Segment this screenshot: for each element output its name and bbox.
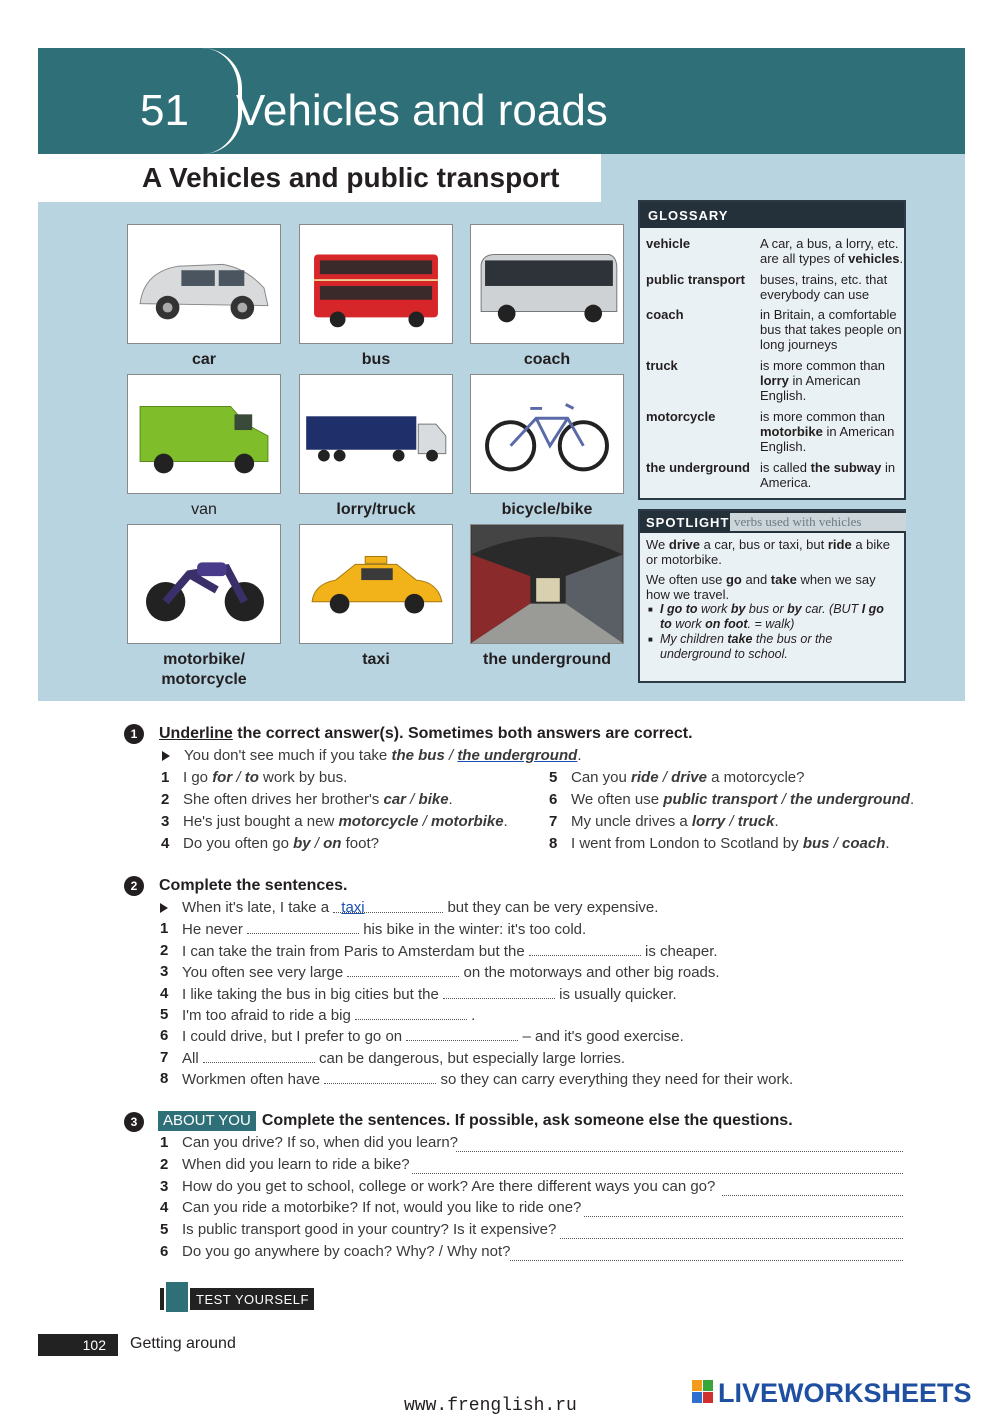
example-arrow-icon [162,751,170,761]
motorbike-label-line2: motorcycle [161,671,247,688]
exercise-1-example: You don't see much if you take the bus / the underground. [184,747,581,764]
glossary-term: the underground [646,460,750,475]
notebook-icon [164,1280,190,1314]
glossary-term: motorcycle [646,409,716,424]
exercise-1-item[interactable]: 8 I went from London to Scotland by bus / coach. [549,835,890,852]
glossary-definition: is more common than motorbike in American English. [760,409,895,454]
glossary-term: vehicle [646,236,691,251]
exercise-2-item: 3 You often see very large on the motorways and other big roads. [160,963,720,981]
exercise-1-item[interactable]: 4 Do you often go by / on foot? [161,835,379,852]
answer-line[interactable] [412,1173,903,1174]
coach-label: coach [523,351,571,368]
exercise-3-item: 1 Can you drive? If so, when did you learn? [160,1134,458,1151]
answer-blank[interactable] [529,942,641,956]
bicycle-picture [470,374,624,494]
glossary-box [638,200,906,500]
answer-blank[interactable] [347,963,459,977]
exercise-2-number: 2 [124,876,144,896]
liveworksheets-brand[interactable]: LIVEWORKSHEETS [718,1378,972,1408]
about-you-tag: ABOUT YOU [158,1111,256,1131]
underground-picture [470,524,624,644]
bus-label: bus [361,351,391,368]
spotlight-paragraph: We often use go and take when we say how we travel. [646,572,876,602]
section-letter: A [142,162,162,193]
exercise-2-item: 4 I like taking the bus in big cities but the is usually quicker. [160,985,677,1003]
exercise-1-item[interactable]: 3 He's just bought a new motorcycle / motorbike. [161,813,508,830]
lorry-truck-label: lorry/truck [336,501,416,518]
spotlight-example: ■ My children take the bus or the underground to school. [646,632,898,662]
spotlight-paragraph: We drive a car, bus or taxi, but ride a bike or motorbike. [646,537,891,567]
bus-picture [299,224,453,344]
answer-line[interactable] [510,1260,903,1261]
motorbike-picture [127,524,281,644]
exercise-1-item[interactable]: 7 My uncle drives a lorry / truck. [549,813,779,830]
exercise-3-item: 4 Can you ride a motorbike? If not, would you like to ride one? [160,1199,582,1216]
underground-label: the underground [483,651,611,668]
exercise-2-item: 7 All can be dangerous, but especially large lorries. [160,1049,626,1067]
motorbike-label [127,650,281,690]
glossary-definition: is called the subway in America. [760,460,896,490]
coach-picture [470,224,624,344]
exercise-3-item: 3 How do you get to school, college or work? Are there different ways you can go? [160,1178,716,1195]
exercise-2-item: 5 I'm too afraid to ride a big . [160,1006,476,1024]
glossary-heading: GLOSSARY [640,202,904,228]
answer-blank[interactable] [247,920,359,934]
exercise-1-title: Underline the correct answer(s). Sometimes both answers are correct. [159,725,693,742]
spotlight-heading: SPOTLIGHT verbs used with vehicles [640,511,904,533]
taxi-label: taxi [362,651,390,668]
worksheet-page [38,48,965,1358]
section-title-text: Vehicles and public transport [168,162,560,193]
section-a-title-box [38,154,601,202]
exercise-2-example: When it's late, I take a taxi but they can be very expensive. [182,899,658,916]
exercise-3-number: 3 [124,1112,144,1132]
exercise-3-title: ABOUT YOU Complete the sentences. If possible, ask someone else the questions. [158,1111,793,1131]
spotlight-box [638,509,906,683]
spotlight-example: ■ I go to work by bus or by car. (BUT I go to work on foot. = walk) [646,602,898,632]
exercise-1-item[interactable]: 6 We often use public transport / the underground. [549,791,915,808]
exercise-1-item[interactable]: 5 Can you ride / drive a motorcycle? [549,769,805,786]
source-url: www.frenglish.ru [404,1396,577,1414]
section-a-title [142,162,560,194]
answer-blank[interactable] [203,1049,315,1063]
exercise-3-item: 6 Do you go anywhere by coach? Why? / Why not? [160,1243,511,1260]
glossary-term: coach [646,307,684,322]
spotlight-body [640,533,904,666]
exercise-1-item[interactable]: 1 I go for / to work by bus. [161,769,348,786]
exercise-3-item: 5 Is public transport good in your country? Is it expensive? [160,1221,557,1238]
glossary-term: public transport [646,272,745,287]
car-label: car [191,351,217,368]
answer-blank[interactable] [324,1070,436,1084]
exercise-2-item: 1 He never his bike in the winter: it's too cold. [160,920,587,938]
liveworksheets-logo-icon [692,1380,714,1404]
exercise-2-item: 6 I could drive, but I prefer to go on – and it's good exercise. [160,1027,684,1045]
car-picture [127,224,281,344]
exercise-2-item: 2 I can take the train from Paris to Amsterdam but the is cheaper. [160,942,718,960]
page-number: 102 [38,1334,118,1356]
unit-title: Vehicles and roads [236,86,608,135]
exercise-2-title: Complete the sentences. [159,877,348,894]
unit-header [38,48,965,154]
example-arrow-icon [160,903,168,913]
exercise-1-number: 1 [124,724,144,744]
answer-line[interactable] [456,1151,903,1152]
answer-line[interactable] [560,1238,903,1239]
glossary-definition: is more common than lorry in American English. [760,358,885,403]
bicycle-label: bicycle/bike [501,501,593,518]
van-picture [127,374,281,494]
glossary-term: truck [646,358,678,373]
exercise-3-item: 2 When did you learn to ride a bike? [160,1156,410,1173]
glossary-definition: buses, trains, etc. that everybody can use [760,272,888,302]
glossary-definition: A car, a bus, a lorry, etc. are all types of vehicles. [760,236,904,266]
van-label: van [191,501,217,518]
answer-blank[interactable] [355,1006,467,1020]
answer-line[interactable] [722,1195,903,1196]
motorbike-label-line1: motorbike/ [163,651,245,668]
exercise-2-item: 8 Workmen often have so they can carry everything they need for their work. [160,1070,794,1088]
answer-blank[interactable] [443,985,555,999]
answer-blank: taxi [333,899,443,913]
section-a-panel [38,154,965,701]
answer-blank[interactable] [406,1027,518,1041]
lorry-picture [299,374,453,494]
exercise-1-item[interactable]: 2 She often drives her brother's car / bike. [161,791,453,808]
unit-number: 51 [140,86,189,135]
answer-line[interactable] [584,1216,903,1217]
taxi-picture [299,524,453,644]
spotlight-subheading: verbs used with vehicles [730,513,906,531]
footer-section: Getting around [130,1335,236,1352]
test-yourself-button[interactable]: TEST YOURSELF [160,1288,314,1310]
glossary-definition: in Britain, a comfortable bus that takes people on long journeys [760,307,902,352]
